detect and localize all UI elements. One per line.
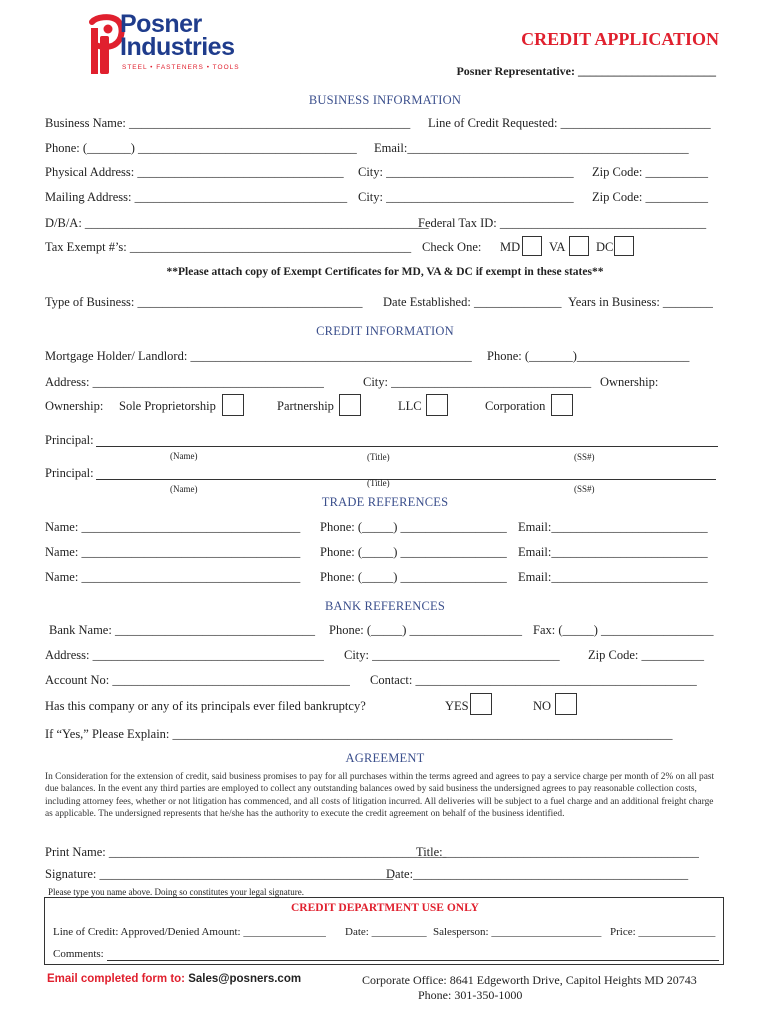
dba-field[interactable]: D/B/A: _______________________________________________________ [45, 216, 429, 230]
trade-ref-3-email[interactable]: Email:_________________________ [518, 570, 708, 584]
bank-zip-field[interactable]: Zip Code: __________ [588, 648, 704, 662]
mortgage-phone-field[interactable]: Phone: (_______)__________________ [487, 349, 690, 363]
bank-name-field[interactable]: Bank Name: ________________________________ [49, 623, 315, 637]
comments-label: Comments: [53, 948, 104, 960]
email-instruction [47, 973, 301, 985]
print-name-field[interactable]: Print Name: ______________________________________________________ [45, 845, 447, 859]
bankruptcy-yes-checkbox[interactable] [470, 693, 492, 715]
principal-2-name-caption: (Name) [170, 484, 198, 494]
bankruptcy-no-checkbox[interactable] [555, 693, 577, 715]
physical-zip-field[interactable]: Zip Code: __________ [592, 165, 708, 179]
company-logo [86, 10, 240, 76]
physical-city-field[interactable]: City: ______________________________ [358, 165, 574, 179]
ownership-field-label: Ownership: [600, 375, 659, 389]
bank-city-field[interactable]: City: ______________________________ [344, 648, 560, 662]
physical-address-field[interactable]: Physical Address: _________________________________ [45, 165, 344, 179]
llc-checkbox[interactable] [426, 394, 448, 416]
credit-department-box [44, 897, 724, 965]
credit-dept-date-field[interactable]: Date: __________ [345, 926, 427, 938]
dc-label: DC [596, 240, 614, 254]
agreement-heading: AGREEMENT [345, 751, 425, 765]
approval-amount-field[interactable]: Line of Credit: Approved/Denied Amount: _______________ [53, 926, 326, 938]
mortgage-holder-field[interactable]: Mortgage Holder/ Landlord: _____________________________________________ [45, 349, 472, 363]
va-label: VA [549, 240, 566, 254]
mailing-address-field[interactable]: Mailing Address: __________________________________ [45, 190, 348, 204]
comments-line[interactable] [107, 960, 719, 961]
bank-phone-field[interactable]: Phone: (_____) __________________ [329, 623, 523, 637]
trade-ref-2-name[interactable]: Name: ___________________________________ [45, 545, 301, 559]
submission-email[interactable]: Sales@posners.com [188, 973, 302, 985]
signature-field[interactable]: Signature: _______________________________________________ [45, 867, 394, 881]
signature-note: Please type you name above. Doing so constitutes your legal signature. [48, 887, 304, 897]
trade-ref-1-phone[interactable]: Phone: (_____) _________________ [320, 520, 507, 534]
agreement-text: In Consideration for the extension of credit, said business promises to pay for all purchases within the terms agreed and agrees to pay a service charge per month of 2% on all past due balances. In the event any third parties are employed to collect any outstanding balances owed by said business the undersigned agrees to pay reasonable collection costs, including attorney fees, whether or not litigation has commenced, and all costs of litigation incurred. All deliveries will be subject to a fuel charge and an additional freight charge as applicable. The undersigned represents that he/she has the authority to execute the credit agreement on behalf of the business identified. [45, 772, 715, 819]
trade-ref-3-name[interactable]: Name: ___________________________________ [45, 570, 301, 584]
bankruptcy-explain-field[interactable]: If “Yes,” Please Explain: ________________________________________________________________________________ [45, 727, 673, 741]
principal-1-title-caption: (Title) [367, 452, 390, 462]
mailing-city-field[interactable]: City: ______________________________ [358, 190, 574, 204]
line-of-credit-field[interactable]: Line of Credit Requested: ________________________ [428, 116, 711, 130]
price-field[interactable]: Price: ______________ [610, 926, 716, 938]
md-checkbox[interactable] [522, 236, 542, 256]
principal-2-label: Principal: [45, 466, 94, 480]
trade-references-heading: TRADE REFERENCES [321, 495, 449, 509]
type-of-business-field[interactable]: Type of Business: ____________________________________ [45, 295, 363, 309]
account-number-field[interactable]: Account No: ______________________________________ [45, 673, 350, 687]
bankruptcy-question: Has this company or any of its principals ever filed bankruptcy? [45, 699, 366, 713]
trade-ref-2-email[interactable]: Email:_________________________ [518, 545, 708, 559]
logo-name-line1: Posner [120, 10, 202, 38]
principal-1-line[interactable] [96, 446, 718, 447]
md-label: MD [500, 240, 521, 254]
principal-1-label: Principal: [45, 433, 94, 447]
va-checkbox[interactable] [569, 236, 589, 256]
principal-1-name-caption: (Name) [170, 451, 198, 461]
partnership-label: Partnership [277, 399, 334, 413]
partnership-checkbox[interactable] [339, 394, 361, 416]
title-field[interactable]: Title:_________________________________________ [416, 845, 699, 859]
bank-fax-field[interactable]: Fax: (_____) __________________ [533, 623, 714, 637]
federal-tax-id-field[interactable]: Federal Tax ID: _________________________________ [418, 216, 707, 230]
corporation-checkbox[interactable] [551, 394, 573, 416]
principal-2-title-caption: (Title) [367, 478, 390, 488]
business-name-field[interactable]: Business Name: _____________________________________________ [45, 116, 411, 130]
years-in-business-field[interactable]: Years in Business: ________ [568, 295, 713, 309]
tax-exempt-field[interactable]: Tax Exempt #’s: _____________________________________________ [45, 240, 412, 254]
credit-address-field[interactable]: Address: _____________________________________ [45, 375, 324, 389]
credit-department-heading: CREDIT DEPARTMENT USE ONLY [290, 902, 479, 914]
sole-proprietorship-label: Sole Proprietorship [119, 399, 216, 413]
principal-1-ss-caption: (SS#) [574, 452, 595, 462]
trade-ref-1-name[interactable]: Name: ___________________________________ [45, 520, 301, 534]
dc-checkbox[interactable] [614, 236, 634, 256]
email-instruction-label: Email completed form to: [47, 973, 186, 985]
no-label: NO [533, 699, 552, 713]
sole-proprietorship-checkbox[interactable] [222, 394, 244, 416]
mailing-zip-field[interactable]: Zip Code: __________ [592, 190, 708, 204]
check-one-label: Check One: [422, 240, 482, 254]
corporate-office-address: Corporate Office: 8641 Edgeworth Drive, Capitol Heights MD 20743 [362, 973, 697, 987]
logo-tagline: STEEL • FASTENERS • TOOLS [122, 64, 240, 71]
yes-label: YES [445, 699, 469, 713]
ownership-label: Ownership: [45, 399, 104, 413]
posner-representative-field[interactable]: Posner Representative: _______________________ [456, 64, 716, 78]
form-title: CREDIT APPLICATION [521, 29, 719, 49]
credit-information-heading: CREDIT INFORMATION [316, 324, 454, 338]
logo-name-line2: Industries [120, 33, 235, 61]
trade-ref-2-phone[interactable]: Phone: (_____) _________________ [320, 545, 507, 559]
bank-contact-field[interactable]: Contact: _____________________________________________ [370, 673, 697, 687]
exempt-certificate-note: **Please attach copy of Exempt Certificates for MD, VA & DC if exempt in these states** [166, 266, 604, 278]
date-established-field[interactable]: Date Established: ______________ [383, 295, 562, 309]
principal-2-line[interactable] [96, 479, 716, 480]
credit-city-field[interactable]: City: ________________________________ [363, 375, 592, 389]
trade-ref-1-email[interactable]: Email:_________________________ [518, 520, 708, 534]
trade-ref-3-phone[interactable]: Phone: (_____) _________________ [320, 570, 507, 584]
business-information-heading: BUSINESS INFORMATION [308, 93, 462, 107]
business-phone-field[interactable]: Phone: (_______) ___________________________________ [45, 141, 357, 155]
corporate-phone: Phone: 301-350-1000 [418, 988, 523, 1002]
signature-date-field[interactable]: Date:____________________________________________ [386, 867, 689, 881]
corporation-label: Corporation [485, 399, 546, 413]
salesperson-field[interactable]: Salesperson: ____________________ [433, 926, 602, 938]
llc-label: LLC [398, 399, 422, 413]
business-email-field[interactable]: Email:_____________________________________________ [374, 141, 689, 155]
bank-address-field[interactable]: Address: _____________________________________ [45, 648, 324, 662]
bank-references-heading: BANK REFERENCES [324, 599, 446, 613]
principal-2-ss-caption: (SS#) [574, 484, 595, 494]
